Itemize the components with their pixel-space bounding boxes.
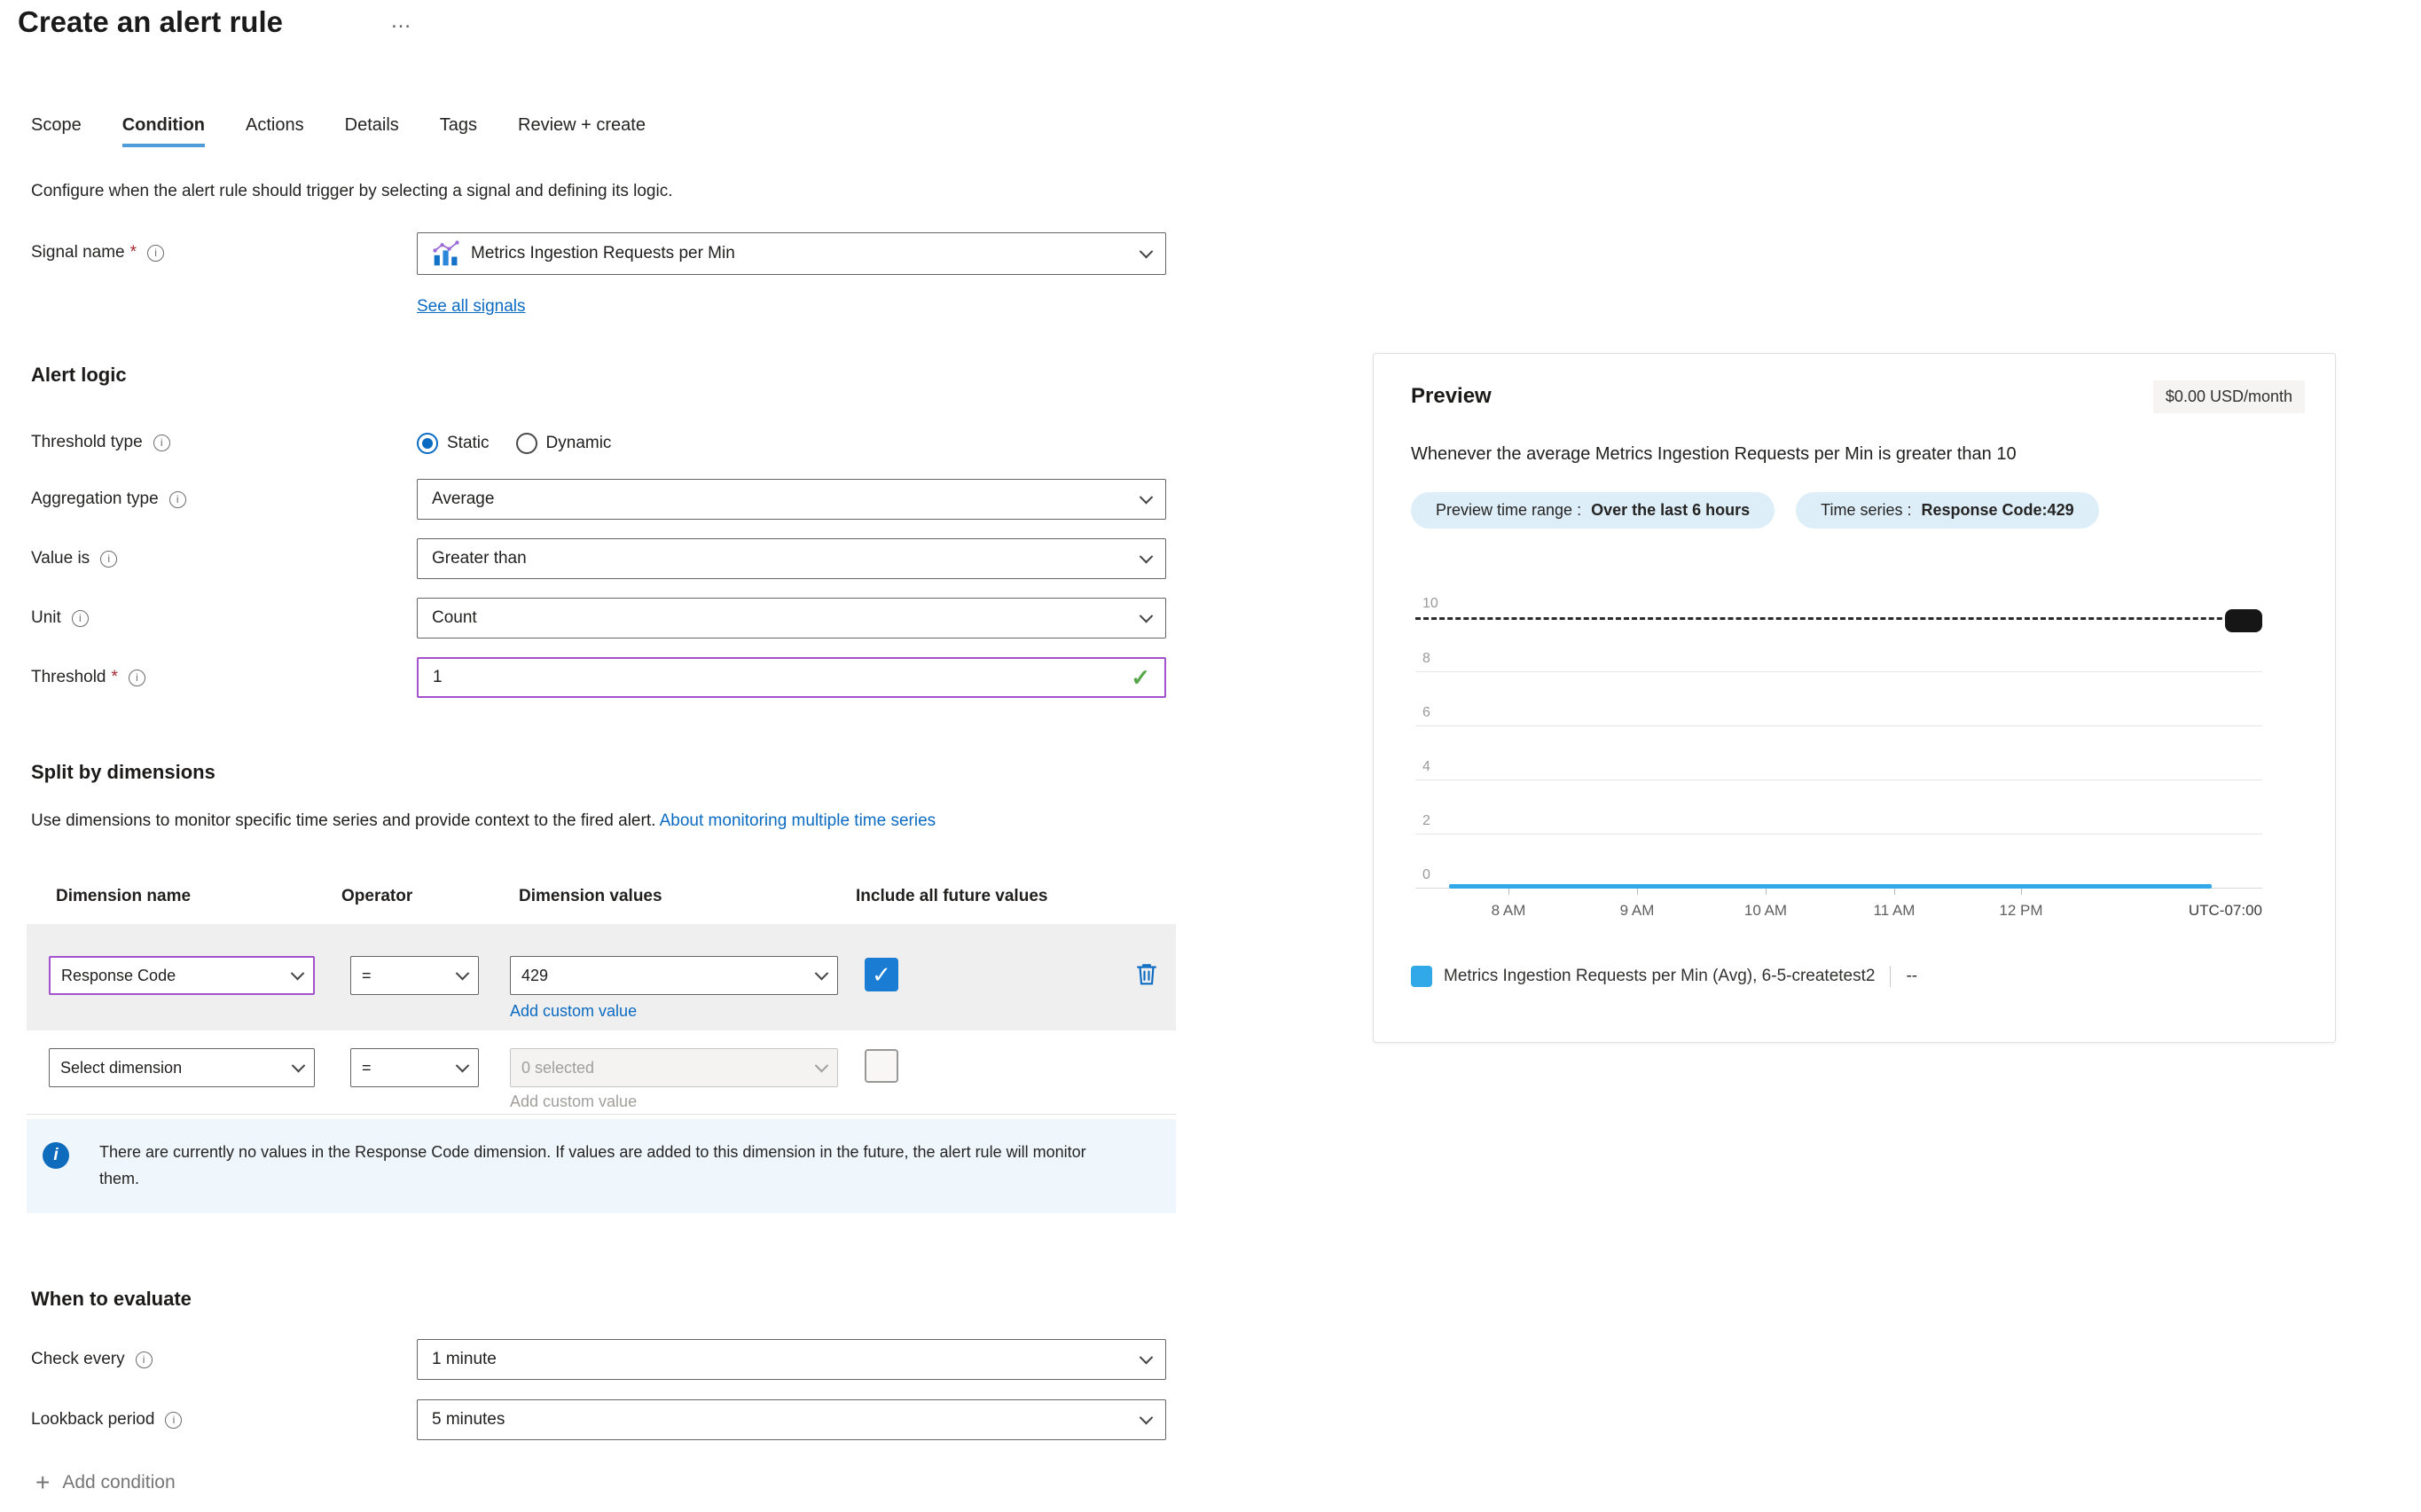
split-dimensions-heading: Split by dimensions (31, 761, 215, 783)
radio-unselected-icon (516, 433, 537, 454)
signal-name-select[interactable] (417, 232, 1166, 275)
x-tick-label: 12 PM (1999, 902, 2043, 919)
see-all-signals-link[interactable]: See all signals (417, 297, 526, 316)
tab-tags[interactable]: Tags (439, 115, 478, 135)
x-tick (1508, 889, 1509, 895)
col-include-future: Include all future values (856, 887, 1048, 905)
value-is-select[interactable]: Greater than (417, 538, 1166, 579)
split-dimensions-description: Use dimensions to monitor specific time series and provide context to the fired alert. About monitoring multiple time series (31, 811, 936, 830)
operator-select[interactable]: = (350, 956, 479, 995)
valid-check-icon: ✓ (1131, 663, 1150, 691)
threshold-drag-handle[interactable] (2225, 609, 2262, 632)
include-future-checkbox-unchecked[interactable] (865, 1049, 898, 1083)
add-custom-value-link[interactable]: Add custom value (510, 1002, 638, 1020)
signal-name-label: Signal name * i (31, 243, 164, 262)
chevron-down-icon (1140, 608, 1154, 623)
chevron-down-icon (1140, 490, 1154, 504)
chevron-down-icon (291, 966, 305, 980)
alert-logic-heading: Alert logic (31, 364, 127, 386)
y-tick-label: 10 (1422, 596, 1438, 611)
unit-label: Unit i (31, 608, 89, 628)
info-icon[interactable]: i (129, 670, 145, 686)
plus-icon: + (35, 1469, 51, 1496)
x-tick-label: 11 AM (1873, 902, 1916, 919)
legend-divider (1890, 966, 1891, 987)
chevron-down-icon (815, 1058, 829, 1072)
col-dimension-values: Dimension values (519, 887, 662, 905)
lookback-period-select[interactable]: 5 minutes (417, 1399, 1166, 1440)
tab-review-create[interactable]: Review + create (518, 115, 646, 135)
x-tick-label: 8 AM (1491, 902, 1526, 919)
condition-intro-text: Configure when the alert rule should trigger by selecting a signal and defining its logic. (31, 182, 673, 200)
info-icon[interactable]: i (165, 1412, 182, 1429)
when-to-evaluate-heading: When to evaluate (31, 1288, 192, 1310)
radio-selected-icon (417, 433, 438, 454)
preview-heading: Preview (1411, 384, 1492, 408)
tab-scope[interactable]: Scope (31, 115, 82, 135)
delete-row-icon[interactable] (1133, 960, 1160, 988)
tab-actions[interactable]: Actions (246, 115, 304, 135)
info-icon[interactable]: i (147, 245, 164, 262)
legend-extra: -- (1906, 967, 1918, 985)
chevron-down-icon (1140, 244, 1154, 258)
x-tick (1766, 889, 1767, 895)
info-banner-text: There are currently no values in the Response Code dimension. If values are added to this dimension in the future, the alert rule will monitor them. (99, 1143, 1086, 1187)
y-tick-label: 2 (1422, 813, 1430, 828)
chevron-down-icon (292, 1058, 306, 1072)
gridline (1415, 725, 2262, 726)
legend-series-label: Metrics Ingestion Requests per Min (Avg), 6-5-createtest2 (1444, 967, 1876, 985)
signal-name-value: Metrics Ingestion Requests per Min (471, 244, 735, 262)
unit-select[interactable]: Count (417, 598, 1166, 638)
info-icon[interactable]: i (136, 1351, 153, 1368)
radio-static[interactable]: Static (417, 433, 490, 454)
tab-details[interactable]: Details (344, 115, 399, 135)
x-tick-label: 10 AM (1743, 902, 1788, 919)
preview-summary: Whenever the average Metrics Ingestion Requests per Min is greater than 10 (1411, 444, 2017, 464)
value-is-label: Value is i (31, 549, 117, 568)
add-condition-button[interactable]: + Add condition (35, 1469, 176, 1496)
y-tick-label: 8 (1422, 651, 1430, 666)
check-every-label: Check every i (31, 1350, 153, 1369)
chevron-down-icon (1140, 1410, 1154, 1424)
chart-legend (1411, 966, 1917, 987)
radio-dynamic[interactable]: Dynamic (516, 433, 612, 454)
aggregation-type-label: Aggregation type i (31, 490, 186, 509)
divider (27, 1114, 1176, 1115)
chevron-down-icon (456, 1058, 470, 1072)
chevron-down-icon (815, 966, 829, 980)
page-title: Create an alert rule (18, 5, 283, 38)
dimension-name-select[interactable]: Response Code (49, 956, 315, 995)
y-tick-label: 0 (1422, 867, 1430, 882)
chevron-down-icon (1140, 1350, 1154, 1364)
time-range-pill[interactable]: Preview time range : Over the last 6 hours (1411, 492, 1775, 529)
wizard-tabs (31, 115, 646, 147)
info-icon[interactable]: i (169, 491, 186, 508)
dimension-row (27, 924, 1176, 1030)
about-monitoring-link[interactable]: About monitoring multiple time series (659, 811, 936, 830)
chevron-down-icon (1140, 549, 1154, 563)
threshold-input[interactable]: 1 ✓ (417, 657, 1166, 698)
tab-condition[interactable]: Condition (122, 115, 205, 147)
required-asterisk: * (111, 668, 118, 686)
metric-series-line (1449, 884, 2212, 889)
info-filled-icon: i (43, 1142, 69, 1169)
time-series-pill[interactable]: Time series : Response Code:429 (1796, 492, 2098, 529)
x-tick (1637, 889, 1638, 895)
y-tick-label: 4 (1422, 759, 1430, 774)
info-icon[interactable]: i (72, 610, 89, 627)
info-icon[interactable]: i (100, 551, 117, 568)
legend-swatch (1411, 966, 1432, 987)
dimension-name-select[interactable]: Select dimension (49, 1048, 315, 1087)
required-asterisk: * (129, 243, 137, 262)
preview-pills (1411, 492, 2099, 529)
dimension-row (27, 1038, 1176, 1126)
x-tick-label: 9 AM (1619, 902, 1655, 919)
threshold-line (1415, 617, 2262, 620)
threshold-type-label: Threshold type i (31, 433, 170, 452)
more-options-icon[interactable]: … (390, 9, 413, 33)
y-tick-label: 6 (1422, 705, 1430, 720)
x-tick (2021, 889, 2022, 895)
threshold-type-radio-group (417, 424, 611, 463)
col-dimension-name: Dimension name (56, 887, 192, 905)
chevron-down-icon (456, 966, 470, 980)
dimension-info-banner (27, 1119, 1176, 1213)
col-operator: Operator (341, 887, 413, 905)
dimension-values-select[interactable]: 429 (510, 956, 838, 995)
threshold-label: Threshold * i (31, 668, 145, 687)
include-future-checkbox-checked[interactable]: ✓ (865, 958, 898, 991)
metric-signal-icon (432, 239, 460, 268)
dimension-values-select-disabled[interactable]: 0 selected (510, 1048, 838, 1087)
add-custom-value-link-disabled: Add custom value (510, 1093, 638, 1110)
x-tick (1894, 889, 1895, 895)
operator-select[interactable]: = (350, 1048, 479, 1087)
info-icon[interactable]: i (153, 435, 170, 451)
lookback-period-label: Lookback period i (31, 1410, 182, 1430)
cost-badge: $0.00 USD/month (2153, 380, 2305, 413)
check-every-select[interactable]: 1 minute (417, 1339, 1166, 1380)
preview-panel (1373, 353, 2336, 1043)
timezone-label: UTC-07:00 (2188, 902, 2262, 919)
preview-chart (1415, 596, 2262, 919)
gridline (1415, 671, 2262, 672)
aggregation-type-select[interactable]: Average (417, 479, 1166, 520)
